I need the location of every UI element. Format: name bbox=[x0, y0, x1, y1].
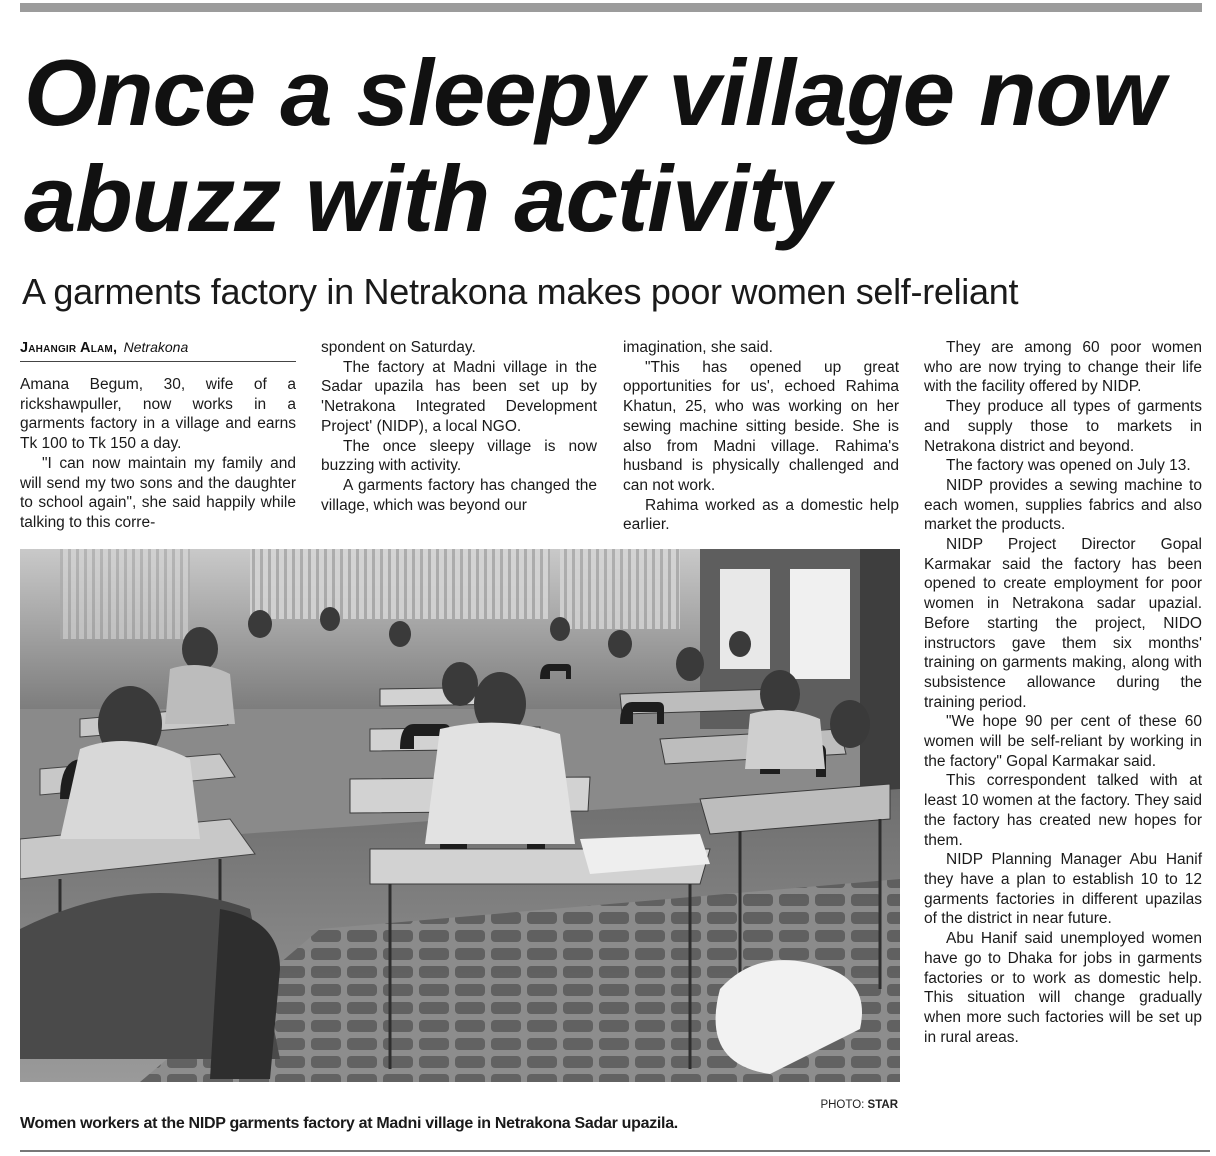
article-column-1 bbox=[20, 375, 296, 533]
paragraph: NIDP Project Director Gopal Karmakar said the factory has been opened to create employment for poor women in Netrakona sadar upazial. Before starting the project, NIDO instructors gave them six months' training on garments making, along with subsistence allowance during the training period. bbox=[924, 536, 1202, 711]
paragraph: A garments factory has changed the village, which was beyond our bbox=[321, 476, 597, 514]
paragraph: NIDP Planning Manager Abu Hanif they have a plan to establish 10 to 12 garments factories in different upazilas of the district in near future. bbox=[924, 851, 1202, 928]
photo-credit bbox=[700, 1099, 898, 1111]
photo-credit-prefix: PHOTO: bbox=[820, 1099, 865, 1111]
paragraph: imagination, she said. bbox=[623, 339, 773, 356]
article-column-3 bbox=[623, 338, 899, 535]
article-column-4 bbox=[924, 338, 1202, 1047]
byline bbox=[20, 339, 296, 362]
headline-line-2: abuzz with activity bbox=[24, 146, 831, 251]
paragraph: "We hope 90 per cent of these 60 women will be self-reliant by working in the factory" Gopal Karmakar said. bbox=[924, 713, 1202, 770]
bottom-rule bbox=[20, 1150, 1210, 1152]
paragraph: This correspondent talked with at least 10 women at the factory. They said the factory has created new hopes for them. bbox=[924, 772, 1202, 849]
paragraph: The factory was opened on July 13. bbox=[946, 457, 1191, 475]
headline-line-1: Once a sleepy village now bbox=[24, 40, 1165, 145]
paragraph: They are among 60 poor women who are now trying to change their life with the facility offered by NIDP. bbox=[924, 339, 1202, 396]
paragraph: Rahima worked as a domestic help earlier. bbox=[623, 496, 899, 534]
byline-author: Jahangir Alam, bbox=[20, 340, 118, 356]
paragraph: "I can now maintain my family and will send my two sons and the daughter to school again", she said happily while talking to this corre- bbox=[20, 454, 296, 531]
photo-credit-source: STAR bbox=[867, 1099, 898, 1111]
paragraph: The once sleepy village is now buzzing with activity. bbox=[321, 437, 597, 475]
factory-photo-illustration bbox=[20, 549, 900, 1082]
paragraph: They produce all types of garments and supply those to markets in Netrakona district and beyond. bbox=[924, 398, 1202, 455]
top-rule bbox=[20, 3, 1202, 12]
subheadline: A garments factory in Netrakona makes poor women self-reliant bbox=[22, 271, 1019, 312]
byline-location: Netrakona bbox=[123, 339, 189, 355]
paragraph: spondent on Saturday. bbox=[321, 339, 476, 356]
paragraph: Abu Hanif said unemployed women have go to Dhaka for jobs in garments factories or to work as domestic help. This situation will change gradually when more such factories will be set up in rural areas. bbox=[924, 930, 1202, 1046]
paragraph: "This has opened up great opportunities for us', echoed Rahima Khatun, 25, who was working on her sewing machine sitting beside. She is also from Madni village. Rahima's husband is physically challenged and can not work. bbox=[623, 358, 899, 494]
headline bbox=[24, 40, 1214, 252]
factory-photo bbox=[20, 549, 900, 1082]
paragraph: Amana Begum, 30, wife of a rickshawpuller, now works in a garments factory in a village and earns Tk 100 to Tk 150 a day. bbox=[20, 376, 296, 453]
article-column-2 bbox=[321, 338, 597, 515]
paragraph: NIDP provides a sewing machine to each women, supplies fabrics and also market the products. bbox=[924, 476, 1202, 534]
photo-caption: Women workers at the NIDP garments factory at Madni village in Netrakona Sadar upazila. bbox=[20, 1115, 678, 1132]
paragraph: The factory at Madni village in the Sadar upazila has been set up by 'Netrakona Integrated Development Project' (NIDP), a local NGO. bbox=[321, 358, 597, 435]
